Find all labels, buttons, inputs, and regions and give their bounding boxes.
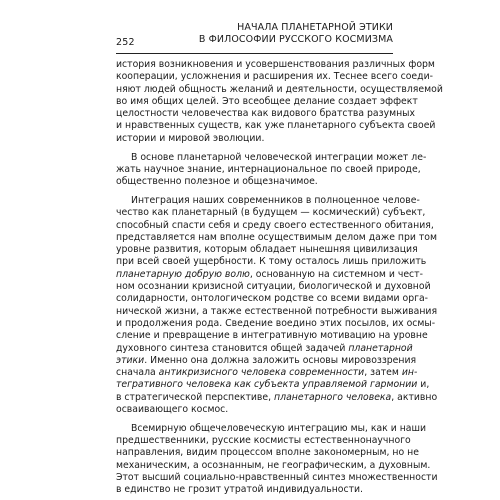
text-line: во имя общих целей. Это всеобщее делание создает эффект [116,95,418,107]
text-run: . Именно она должна заложить основы мировоззрения [144,354,417,366]
text-run: , активно [391,391,438,403]
text-line [116,367,418,379]
text-line: целостности человечества как видового братства разумных [116,108,416,120]
text-run: духовного синтеза становится общей задачей [116,342,349,354]
italic-phrase: ин- [401,367,418,379]
text-line [116,342,413,355]
italic-phrase: тегративного человека как субъекта управляемой гармонии [116,379,418,391]
text-line: общественно полезное и общезначимое. [116,176,318,188]
text-line: представляется нам вполне осуществимым делом даже при том [116,231,438,243]
running-title-line: НАЧАЛА ПЛАНЕТАРНОЙ ЭТИКИ [237,22,393,33]
italic-phrase: этики [116,354,145,366]
page-number: 252 [116,37,135,48]
paragraph [116,151,427,189]
text-line: солидарности, онтологическом родстве со всеми видами орга- [116,293,429,305]
paragraph [116,422,438,497]
text-line: и продолжения рода. Сведение воедино этих посылов, их осмы- [116,317,436,329]
italic-phrase: планетарного человека [274,391,392,403]
text-line: при всей своей ущербности. К тому осталось лишь приложить [116,256,427,268]
text-line: жать научное знание, интернациональное по своей природе, [116,163,421,175]
italic-phrase: планетарной [348,342,413,354]
text-line [116,268,423,281]
italic-phrase: планетарную добрую волю [116,268,250,280]
text-line: Интеграция наших современников в полноценное челове- [131,194,420,206]
text-run: , основанную на системном и чест- [249,268,423,280]
text-run: , затем [364,367,402,379]
text-line: механическим, а осознанным, не географическим, а духовным. [116,459,431,471]
text-line: няют людей общность желаний и деятельности, осуществляемой [116,83,443,95]
text-line: чество как планетарный (в будущем — космический) субъект, [116,207,426,219]
text-line: в единство не грозит утратой индивидуальности. [116,484,364,496]
text-line: ном осознании кризисной ситуации, биологической и духовной [116,281,431,293]
text-line: история возникновения и усовершенствования различных форм [116,59,435,70]
text-line: В основе планетарной человеческой интеграции может ле- [131,151,427,163]
text-line: способный спасти себя и среду своего естественного обитания, [116,219,434,231]
text-line: сление и превращение в интегративную мотивацию на уровне [116,330,428,342]
text-line: предшественники, русские космисты естественнонаучного [116,435,411,447]
text-line: кооперации, усложнения и расширения их. Теснее всего соеди- [116,71,433,83]
text-line [116,391,438,404]
paragraph [116,194,438,416]
text-line: направления, видим процессом вполне закономерным, но не [116,447,419,459]
text-line [116,354,417,367]
text-line: осваивающего космос. [116,404,229,416]
text-line: уровне развития, которым обладает нынешняя цивилизация [116,244,418,256]
text-line: Этот высший социально-нравственный синтез множественности [116,472,438,483]
text-run: в стратегической перспективе, [116,391,275,403]
paragraph [116,59,443,145]
text-run: и, [417,379,430,391]
text-line: и нравственных существ, как уже планетарного субъекта своей [116,120,436,132]
body-text [116,59,443,497]
text-line: Всемирную общечеловеческую интеграцию мы, как и наши [131,422,427,434]
running-title-line: В ФИЛОСОФИИ РУССКОГО КОСМИЗМА [198,34,393,45]
italic-phrase: антикризисного человека современности [158,367,365,379]
running-title [199,22,393,46]
header-rule [116,53,393,54]
text-line: нической жизни, а также естественной потребности выживания [116,305,438,317]
text-line: истории и мировой эволюции. [116,132,265,144]
text-run: сначала [116,367,159,379]
text-line [116,379,430,391]
